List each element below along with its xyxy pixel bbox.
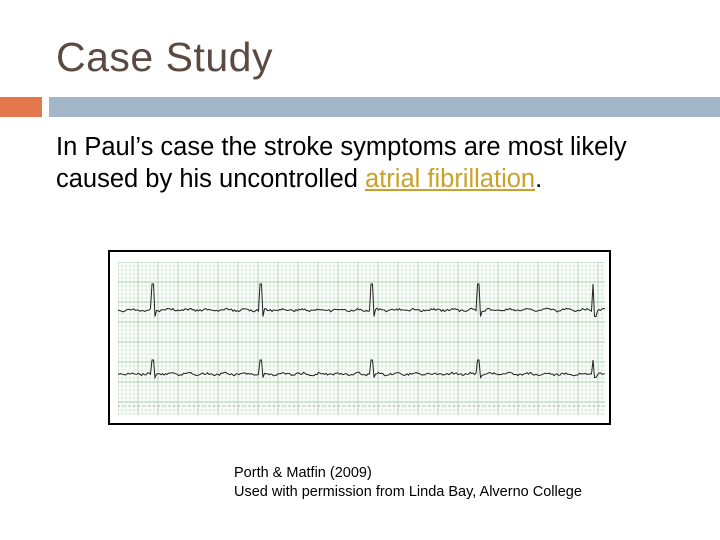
slide-title: Case Study — [56, 34, 273, 80]
ecg-strip-image — [108, 250, 611, 425]
title-accent-bar — [0, 97, 42, 117]
body-text-before: In Paul’s case the stroke symptoms are most likely caused by his uncontrolled — [56, 133, 627, 193]
caption-permission: Used with permission from Linda Bay, Alverno College — [234, 484, 582, 500]
ecg-strip-drawing — [118, 262, 605, 415]
ecg-trace-lower — [118, 360, 605, 378]
caption-citation: Porth & Matfin (2009) — [234, 465, 372, 481]
ecg-trace-upper — [118, 284, 605, 317]
figure-caption — [234, 464, 582, 502]
atrial-fibrillation-link[interactable]: atrial fibrillation — [365, 165, 536, 193]
body-paragraph — [56, 131, 706, 195]
body-text-after: . — [535, 165, 543, 193]
title-rule-bar — [49, 97, 720, 117]
